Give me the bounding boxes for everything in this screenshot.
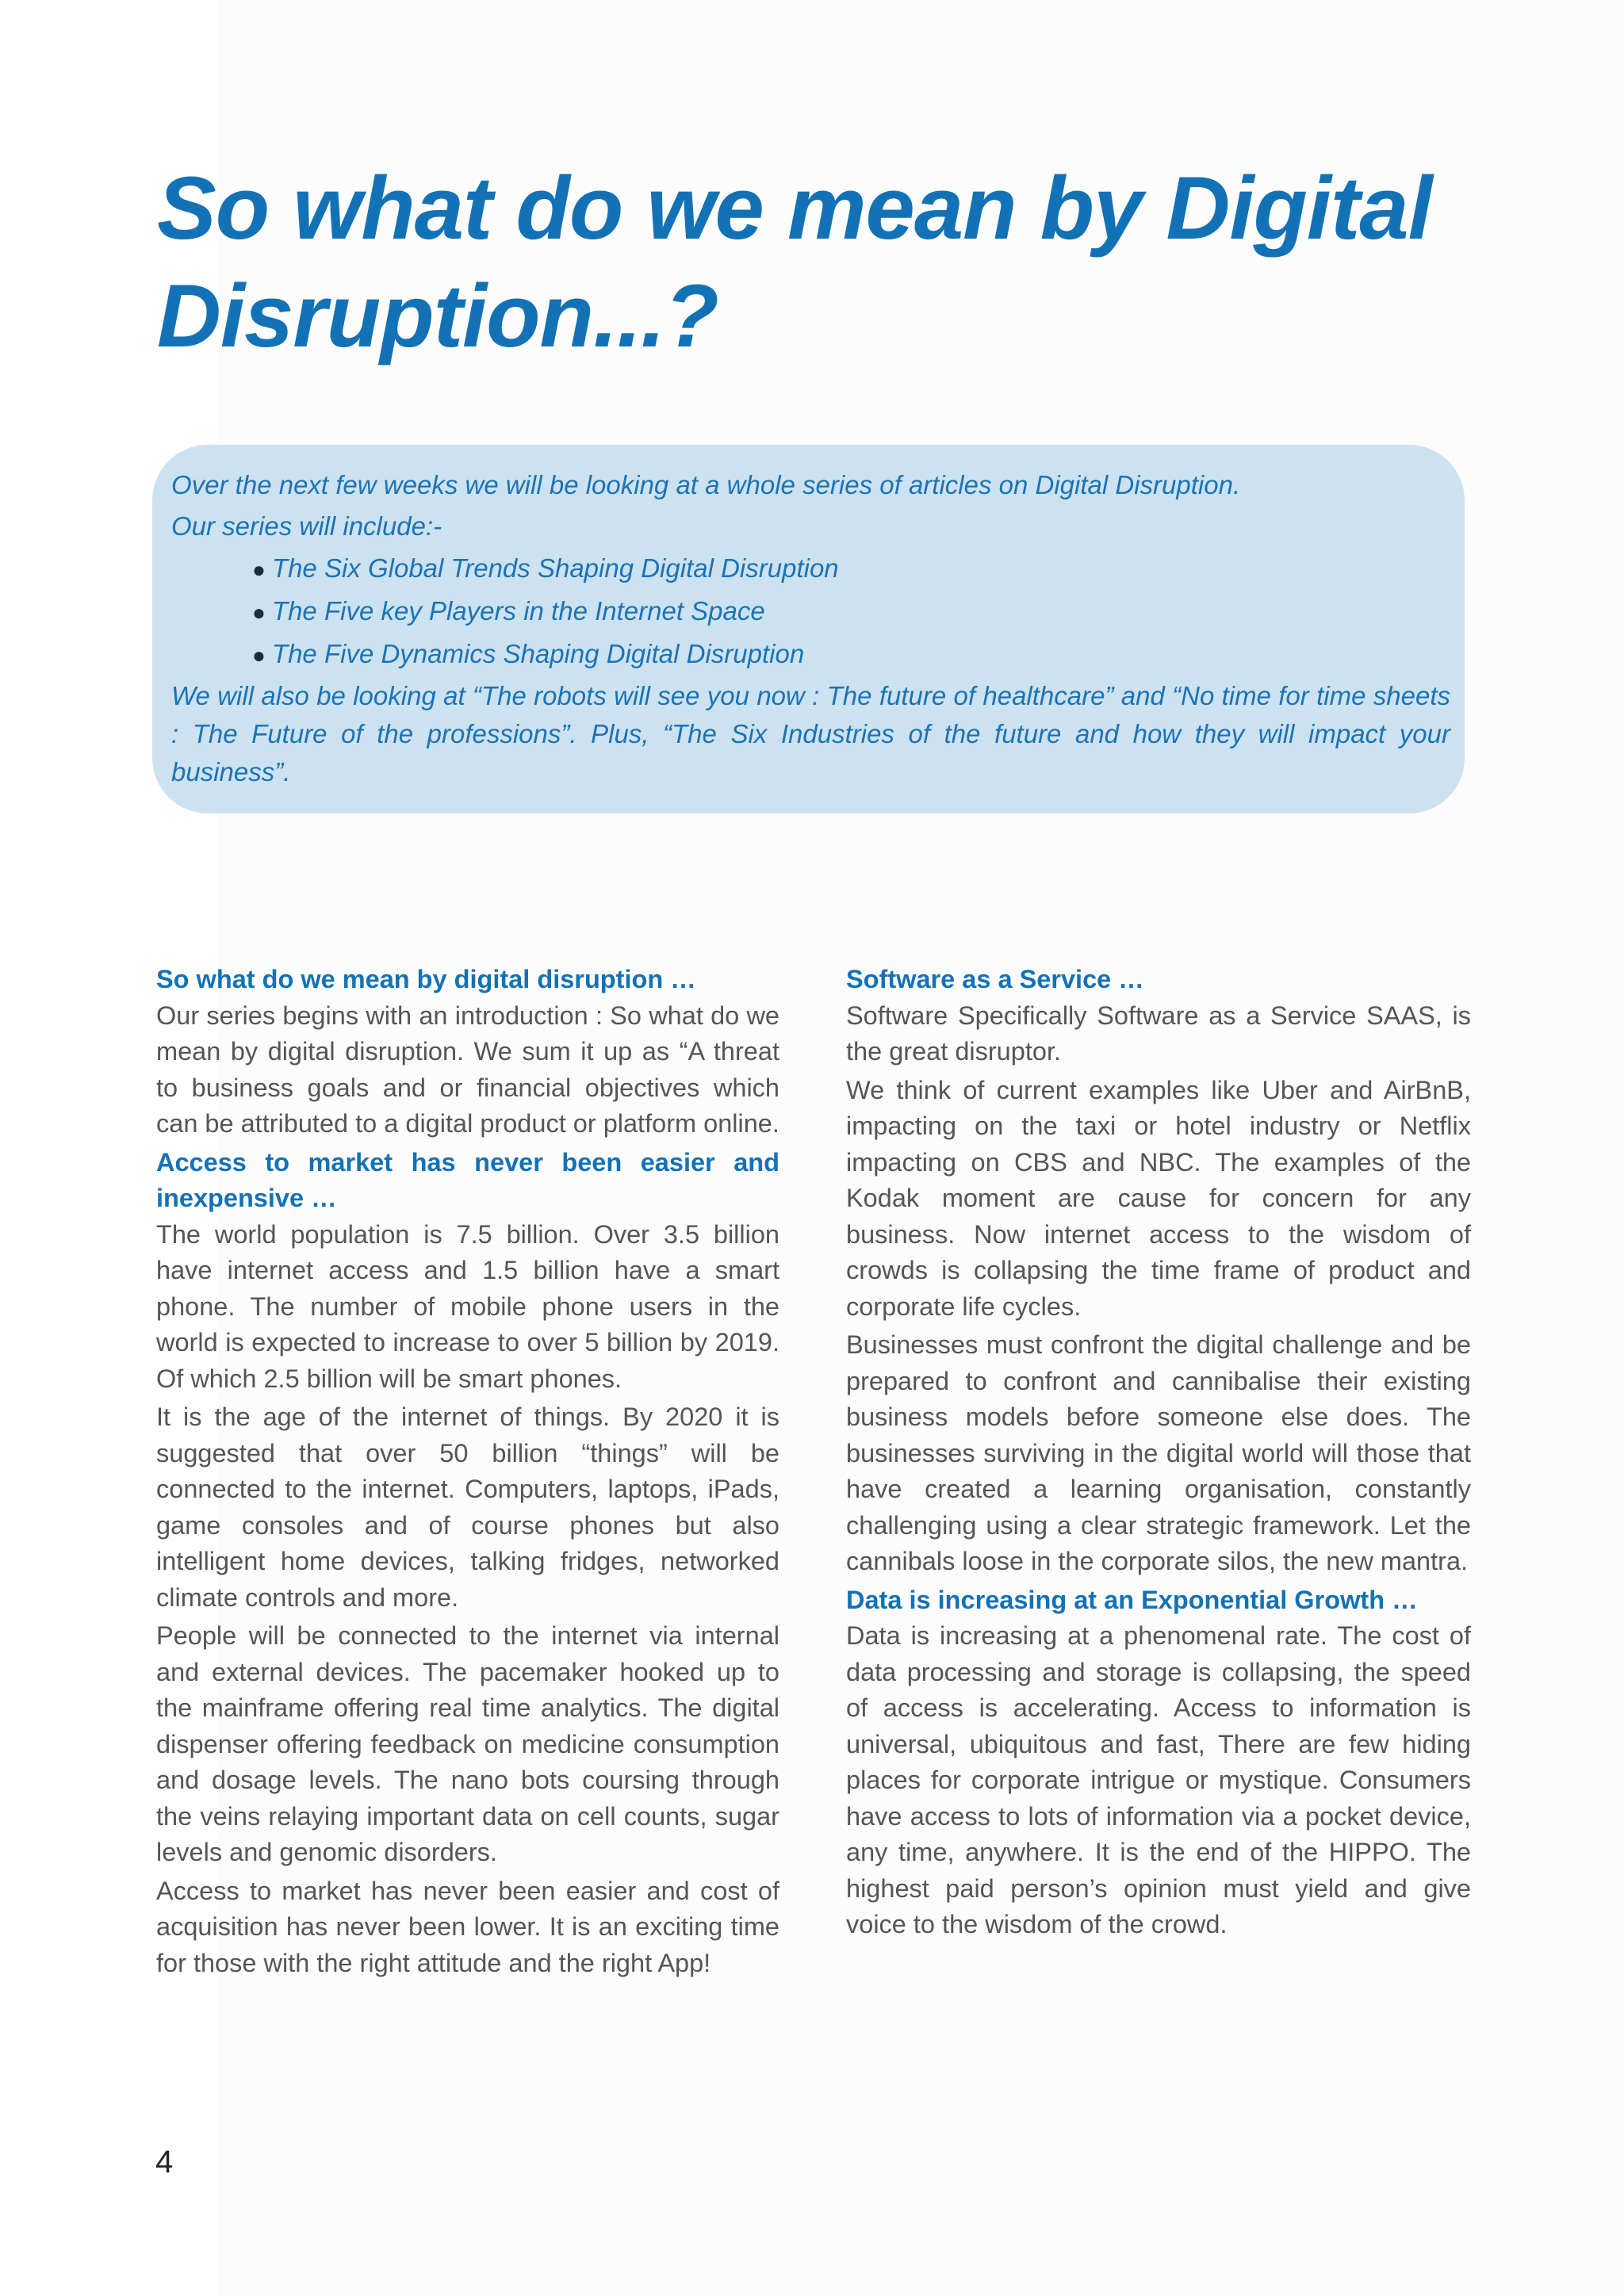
list-item-label: The Five Dynamics Shaping Digital Disruption (271, 639, 805, 668)
list-item (252, 633, 1450, 675)
section-heading-software-as-a-service: Software as a Service … (846, 965, 1144, 993)
page-title: So what do we mean by Digital Disruption...? (157, 159, 1432, 365)
paragraph: Data is increasing at a phenomenal rate. The cost of data processing and storage is collapsing, the speed of access is accelerating. Access to information is universal, ubiquitous and fast, There are few hiding places for corporate intrigue or mystique. Consumers have access to lots of information via a pocket device, any time, anywhere. It is the end of the HIPPO. The highest paid person’s opinion must yield and give voice to the wisdom of the crowd. (846, 1621, 1471, 1938)
paragraph: The world population is 7.5 billion. Over 3.5 billion have internet access and 1.5 billion have a smart phone. The number of mobile phone users in the world is expected to increase to over 5 billion by 2019. Of which 2.5 billion will be smart phones. (156, 1219, 779, 1393)
intro-closing: We will also be looking at “The robots will see you now : The future of healthcare” and “No time for time sheets : The Future of the professions”. Plus, “The Six Industries of the future and how they will impact your business”. (171, 681, 1450, 786)
left-column (156, 962, 779, 1984)
list-item (252, 590, 1450, 633)
section-heading-digital-disruption: So what do we mean by digital disruption … (156, 965, 696, 993)
section-heading-access-to-market: Access to market has never been easier and inexpensive … (156, 1147, 779, 1212)
paragraph: It is the age of the internet of things. By 2020 it is suggested that over 50 billion “things” will be connected to the internet. Computers, laptops, iPads, game consoles and of course phones but also intelligent home devices, talking fridges, networked climate controls and more. (156, 1402, 779, 1612)
list-item (252, 547, 1450, 590)
list-item-label: The Five key Players in the Internet Space (271, 596, 765, 626)
paragraph: Software Specifically Software as a Service SAAS, is the great disruptor. (846, 1001, 1471, 1066)
paragraph: Businesses must confront the digital challenge and be prepared to confront and cannibalise their existing business models before someone else does. The businesses surviving in the digital world will those that have created a learning organisation, constantly challenging using a clear strategic framework. Let the cannibals loose in the corporate silos, the new mantra. (846, 1330, 1471, 1575)
bullet-icon: ● (252, 557, 266, 582)
intro-callout (152, 445, 1465, 813)
paragraph: People will be connected to the internet via internal and external devices. The pacemaker hooked up to the mainframe offering real time analytics. The digital dispenser offering feedback on medicine consumption and dosage levels. The nano bots coursing through the veins relaying important data on cell counts, sugar levels and genomic disorders. (156, 1621, 779, 1866)
intro-series-label: Our series will include:- (171, 511, 442, 541)
paragraph: Access to market has never been easier and cost of acquisition has never been lower. It is an exciting time for those with the right attitude and the right App! (156, 1876, 779, 1977)
intro-lead: Over the next few weeks we will be looking at a whole series of articles on Digital Disruption. (171, 470, 1241, 499)
section-heading-data-growth: Data is increasing at an Exponential Growth … (846, 1585, 1418, 1614)
page-number: 4 (155, 2145, 174, 2179)
paragraph: Our series begins with an introduction : So what do we mean by digital disruption. We sum it up as “A threat to business goals and or financial objectives which can be attributed to a digital product or platform online. (156, 1001, 779, 1138)
list-item-label: The Six Global Trends Shaping Digital Disruption (271, 553, 839, 583)
bullet-icon: ● (252, 643, 266, 668)
intro-series-list (171, 547, 1450, 675)
right-column (846, 962, 1471, 1946)
bullet-icon: ● (252, 600, 266, 625)
paragraph: We think of current examples like Uber and AirBnB, impacting on the taxi or hotel industry or Netflix impacting on CBS and NBC. The examples of the Kodak moment are cause for concern for any business. Now internet access to the wisdom of crowds is collapsing the time frame of product and corporate life cycles. (846, 1075, 1471, 1321)
